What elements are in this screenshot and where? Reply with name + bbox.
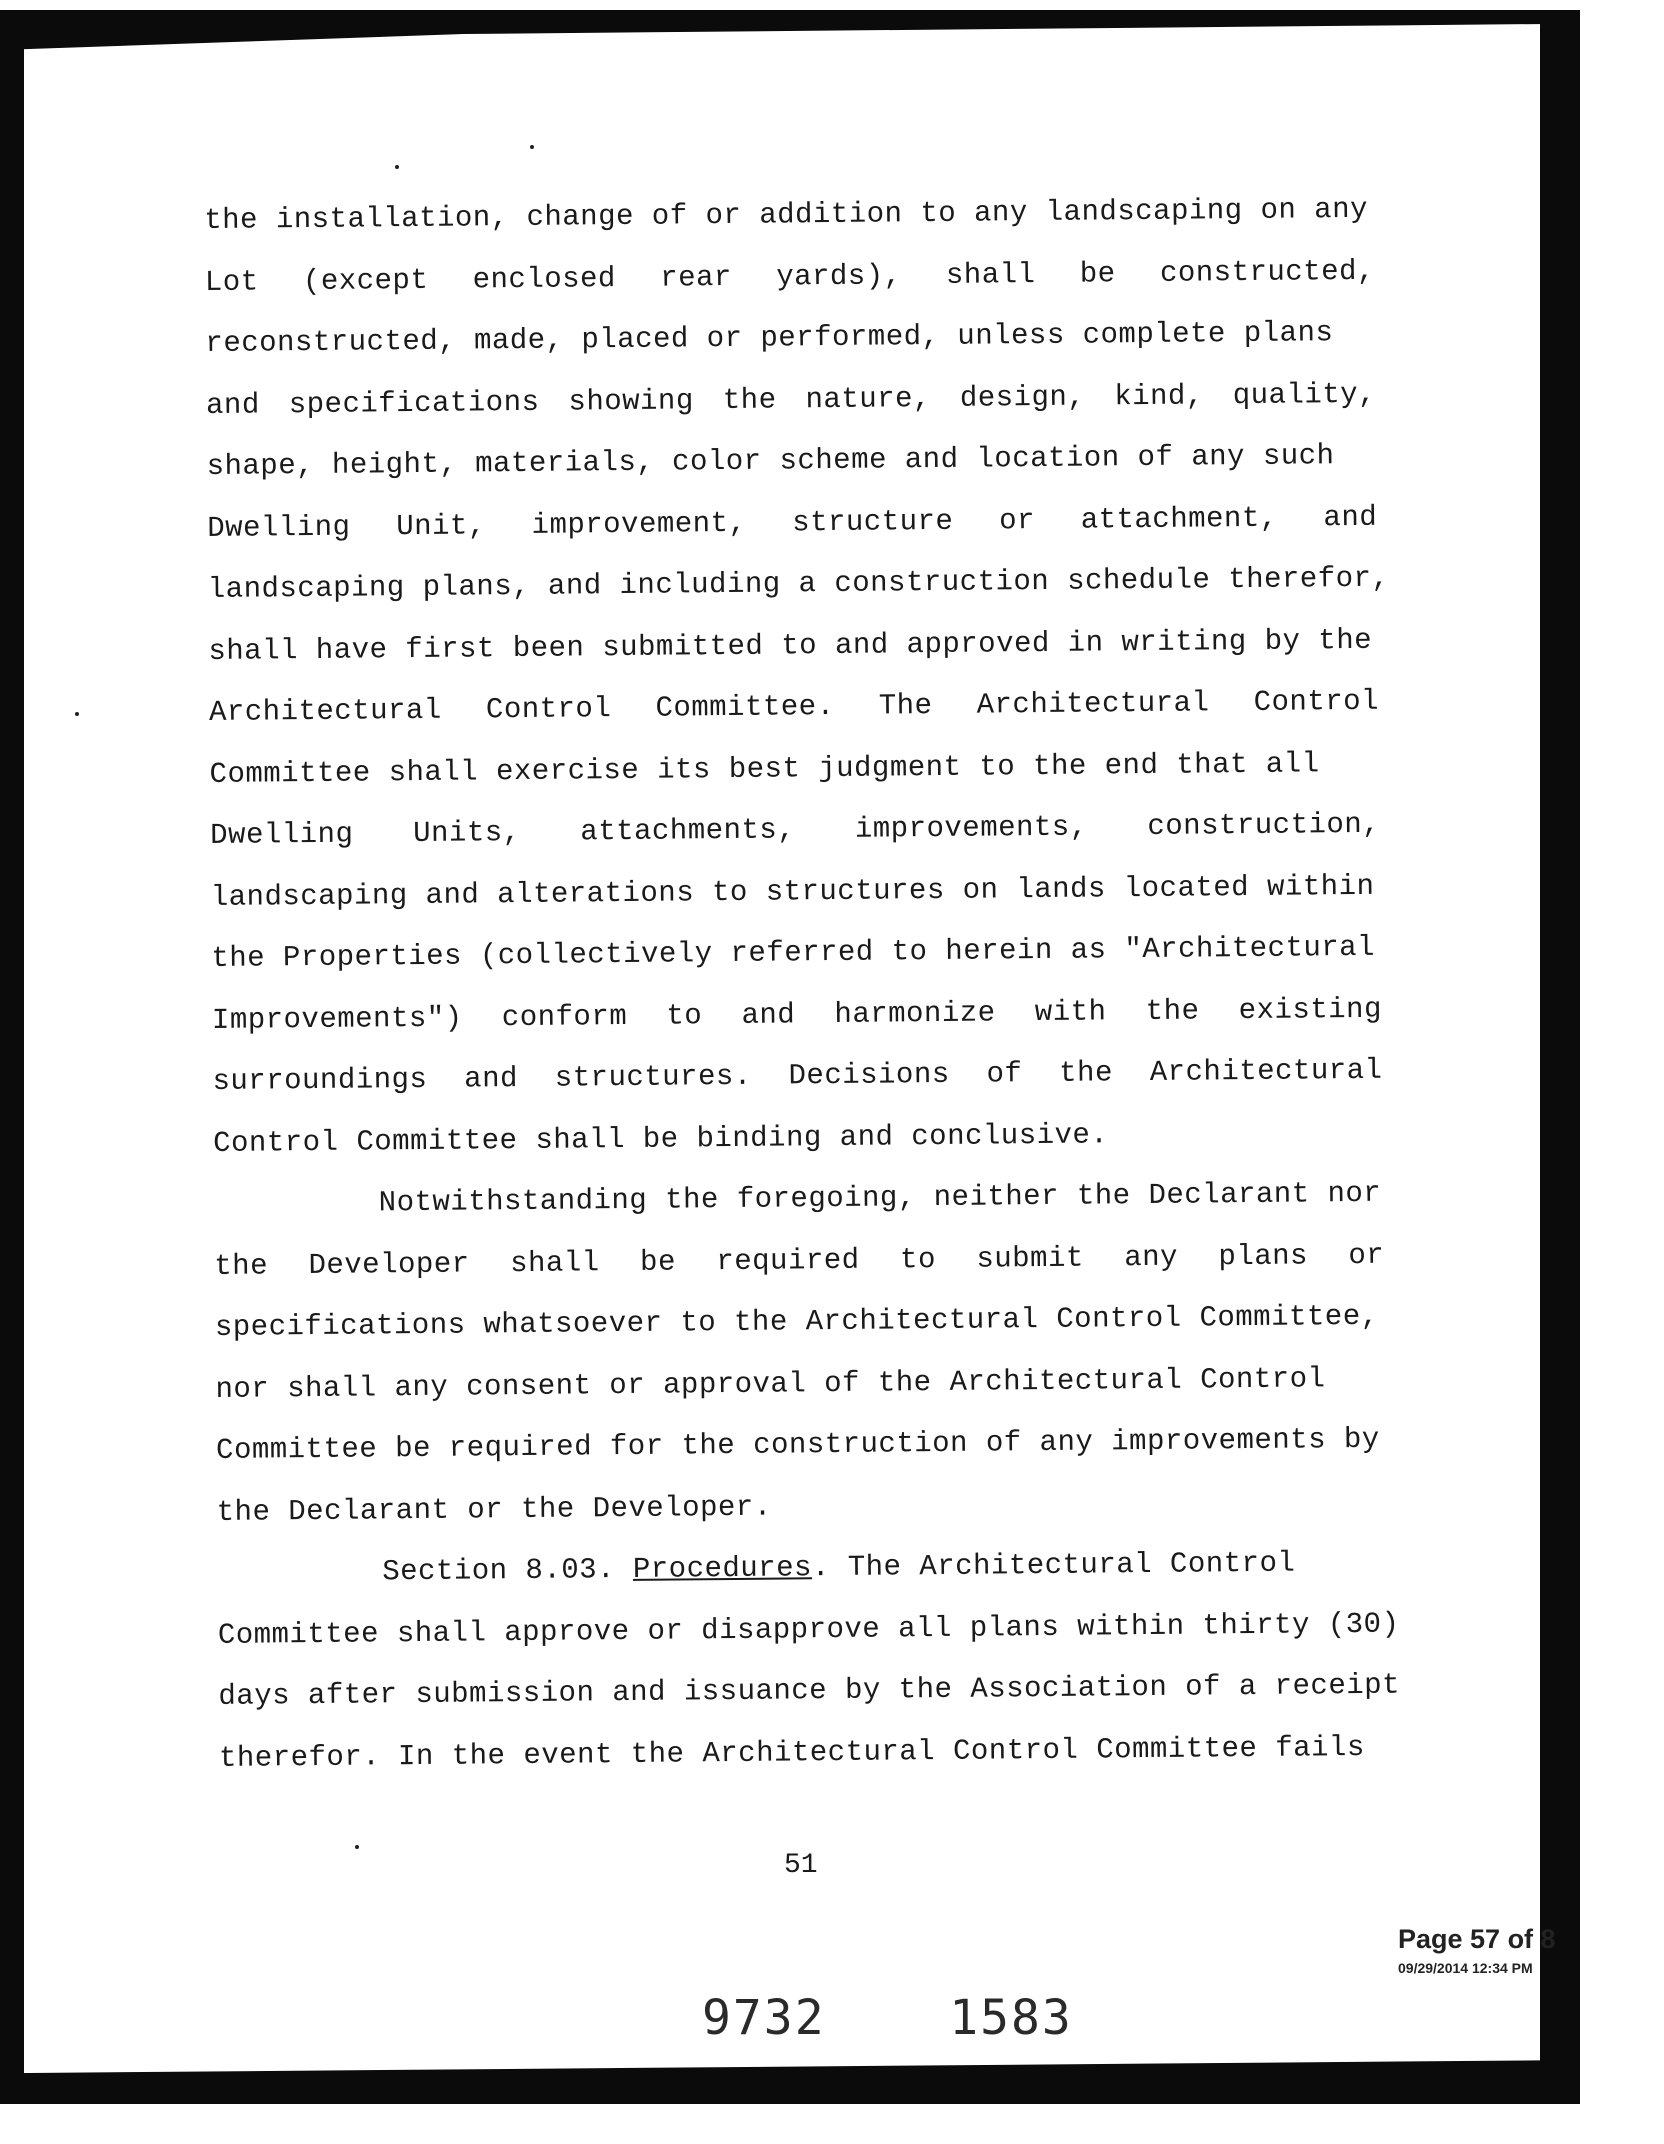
scan-speck [395,165,399,169]
text-line: Lot (except enclosed rear yards), shall be constructed, [204,254,1375,299]
text-line: and specifications showing the nature, design, kind, quality, [205,377,1377,422]
text-line: landscaping plans, and including a construction schedule therefor, [207,561,1390,606]
section-title-period: . [811,1551,831,1585]
recording-datetime-stamp: 09/29/2014 12:34 PM [1398,1960,1533,1976]
section-heading-line [217,1532,1388,1605]
text-line: shall have first been submitted to and approved in writing by the [208,623,1373,668]
text-line: therefor. In the event the Architectural Control Committee fails [218,1730,1365,1775]
text-line: surroundings and structures. Decisions of the Architectural [212,1053,1383,1098]
book-page-number: 1583 [949,1990,1073,2046]
text-line: specifications whatsoever to the Architectural Control Committee, [214,1299,1379,1344]
text-line: Committee shall approve or disapprove all plans within thirty (30) [217,1607,1400,1652]
scan-border-right [1540,10,1580,2090]
scan-speck [530,145,534,149]
scan-speck [75,712,79,716]
text-line: the Declarant or the Developer. [216,1490,772,1529]
text-line: Notwithstanding the foregoing, neither the Declarant nor [378,1176,1382,1220]
text-line: nor shall any consent or approval of the Architectural Control [215,1361,1326,1406]
text-line: the installation, change of or addition to any landscaping on any [204,192,1369,237]
section-number: Section 8.03. [382,1553,616,1589]
book-number: 9732 [702,1990,826,2046]
text-line: Committee be required for the construction of any improvements by [215,1422,1380,1467]
text-line: Dwelling Unit, improvement, structure or attachment, and [207,500,1378,545]
recording-page-stamp: Page 57 of 8 [1398,1924,1556,1954]
text-line: reconstructed, made, placed or performed, unless complete plans [205,316,1334,360]
text-line: shape, height, materials, color scheme and location of any such [206,439,1335,483]
text-line: Committee shall exercise its best judgment to the end that all [209,746,1320,791]
book-page-reference [702,1990,1073,2046]
document-body [204,179,1401,1789]
text-line: landscaping and alterations to structures on lands located within [210,869,1375,914]
text-line: the Developer shall be required to submit any plans or [214,1238,1385,1283]
section-title: Procedures [632,1551,813,1586]
page-number: 51 [784,1850,818,1881]
text-line: the Properties (collectively referred to herein as "Architectural [211,930,1376,975]
text-line: Architectural Control Committee. The Architectural Control [208,684,1380,729]
scan-border-top [0,10,1545,50]
scan-border-bottom [0,2060,1580,2104]
section-first-line-text: The Architectural Control [847,1546,1296,1584]
scan-border-left [0,10,24,2090]
text-line: Improvements") conform to and harmonize with the existing [211,992,1383,1037]
scan-speck [355,1845,359,1849]
text-line: days after submission and issuance by the Association of a receipt [218,1668,1401,1713]
text-line: Control Committee shall be binding and conclusive. [212,1117,1109,1160]
text-line: Dwelling Units, attachments, improvements, construction, [210,807,1381,852]
